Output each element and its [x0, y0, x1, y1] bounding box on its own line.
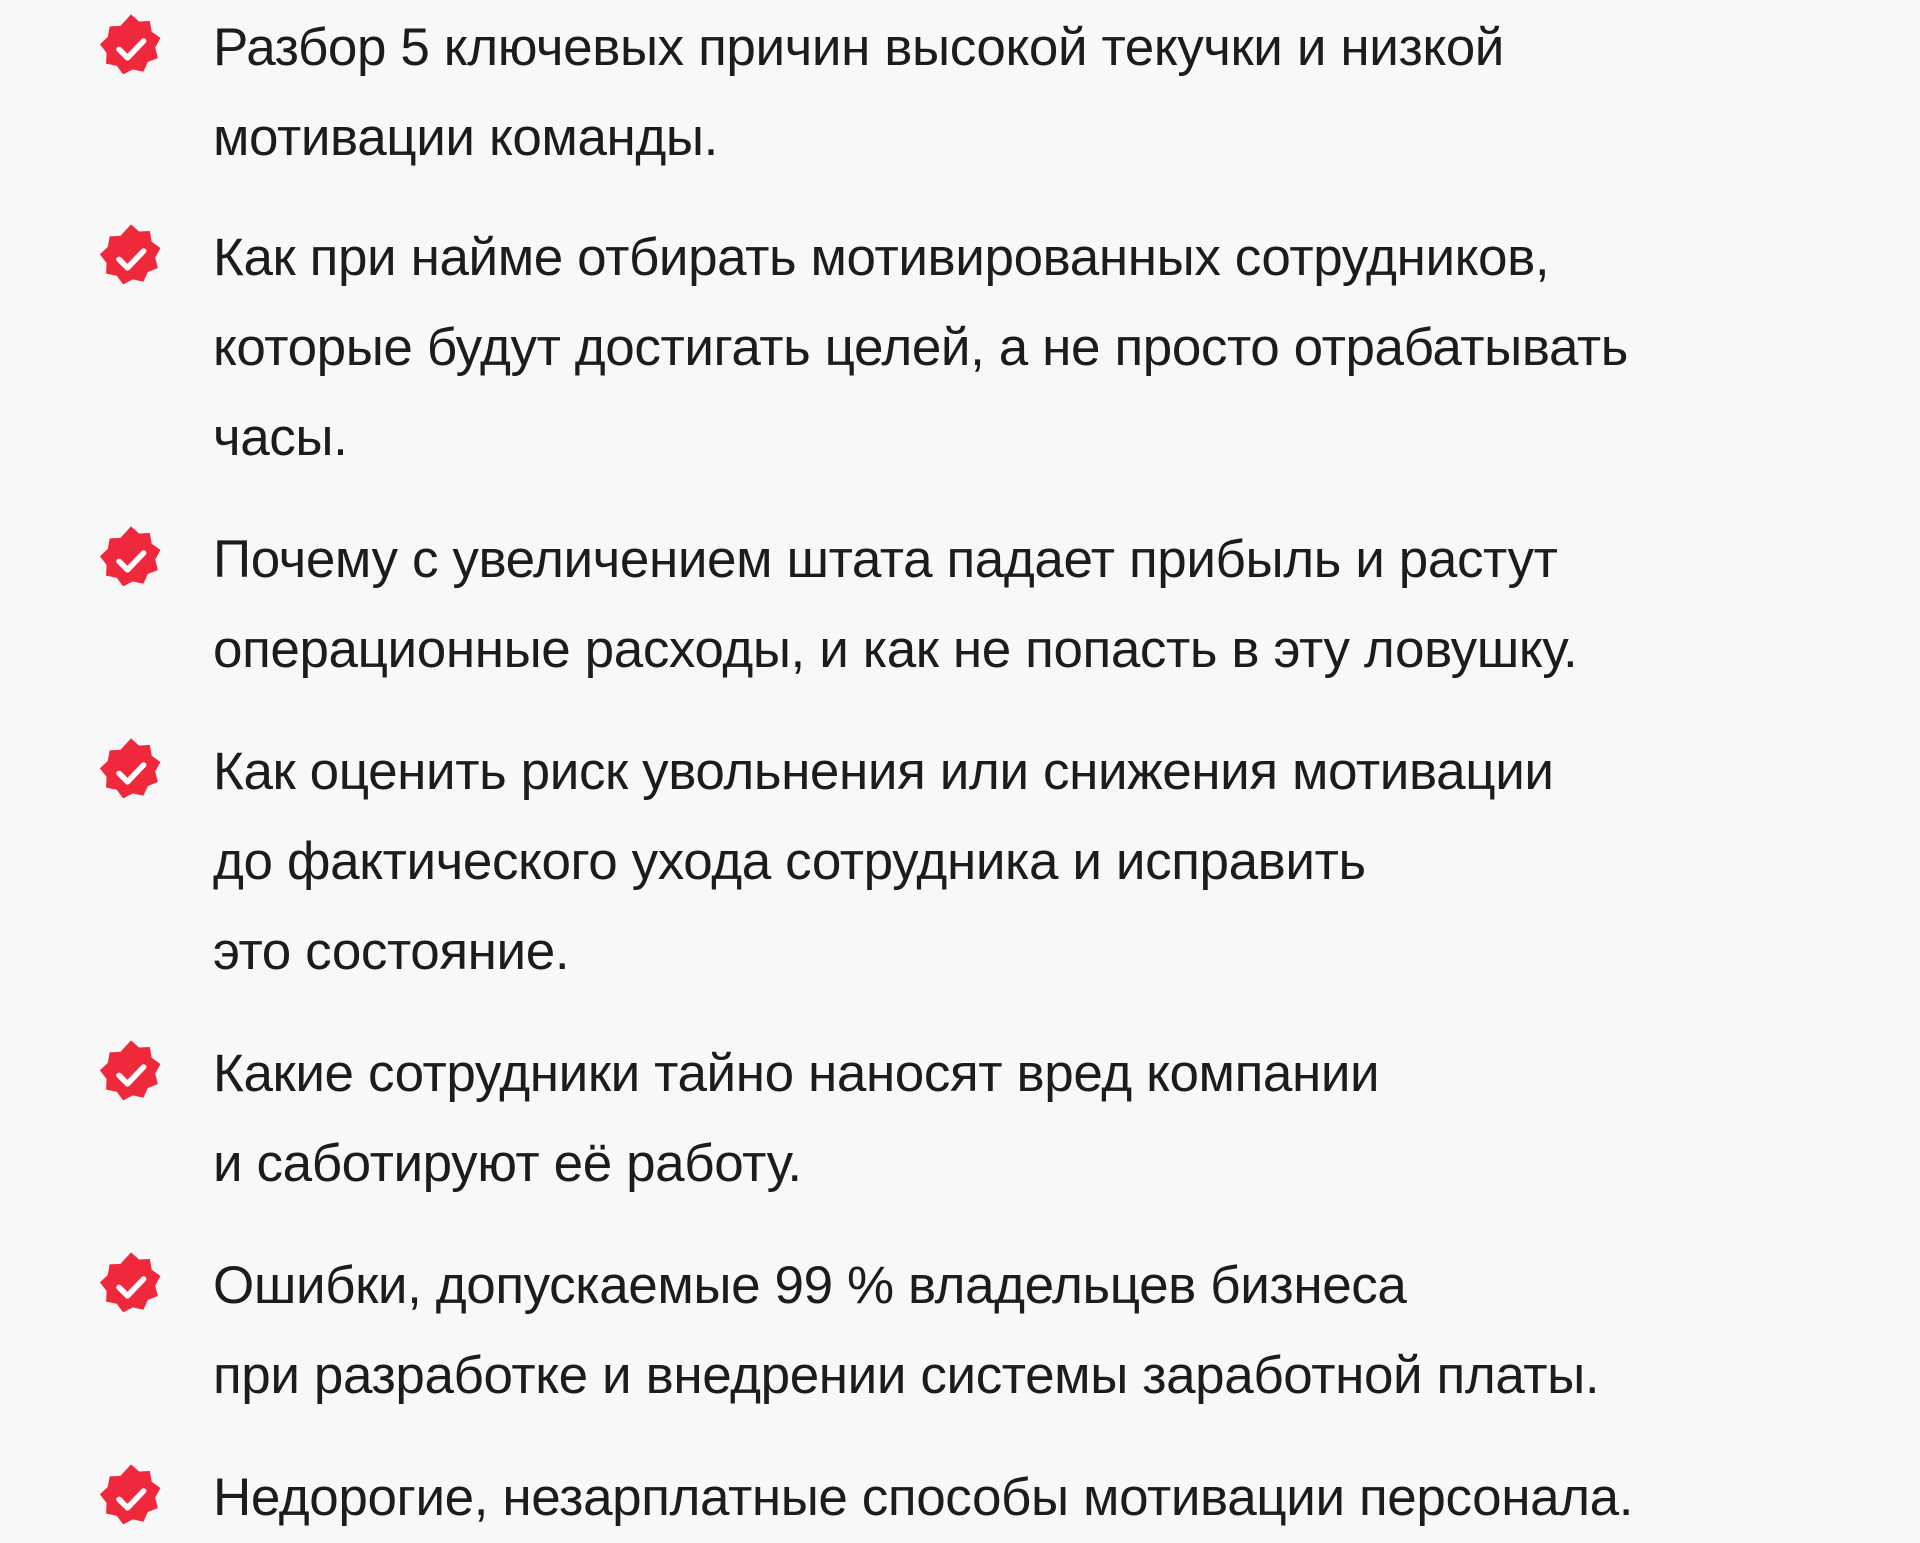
benefit-text: Почему с увеличением штата падает прибыль и растут операционные расходы, и как не попасть в эту ловушку. [213, 530, 1578, 679]
benefit-text: Недорогие, незарплатные способы мотивации персонала. [213, 1468, 1634, 1527]
benefit-text: Как оценить риск увольнения или снижения мотивации до фактического ухода сотрудника и исправить это состояние. [213, 742, 1554, 981]
badge-check-icon [96, 737, 166, 807]
badge-check-icon [96, 223, 166, 293]
badge-check-icon [96, 13, 166, 83]
badge-check-icon [96, 1039, 166, 1109]
badge-check-icon [96, 1251, 166, 1321]
benefit-text: Какие сотрудники тайно наносят вред компании и саботируют её работу. [213, 1044, 1380, 1193]
benefit-text: Ошибки, допускаемые 99 % владельцев бизнеса при разработке и внедрении системы заработной платы. [213, 1256, 1600, 1405]
benefit-text: Разбор 5 ключевых причин высокой текучки и низкой мотивации команды. [213, 18, 1505, 167]
badge-check-icon [96, 1463, 166, 1533]
benefit-text: Как при найме отбирать мотивированных сотрудников, которые будут достигать целей, а не просто отрабатывать часы. [213, 228, 1629, 467]
badge-check-icon [96, 525, 166, 595]
